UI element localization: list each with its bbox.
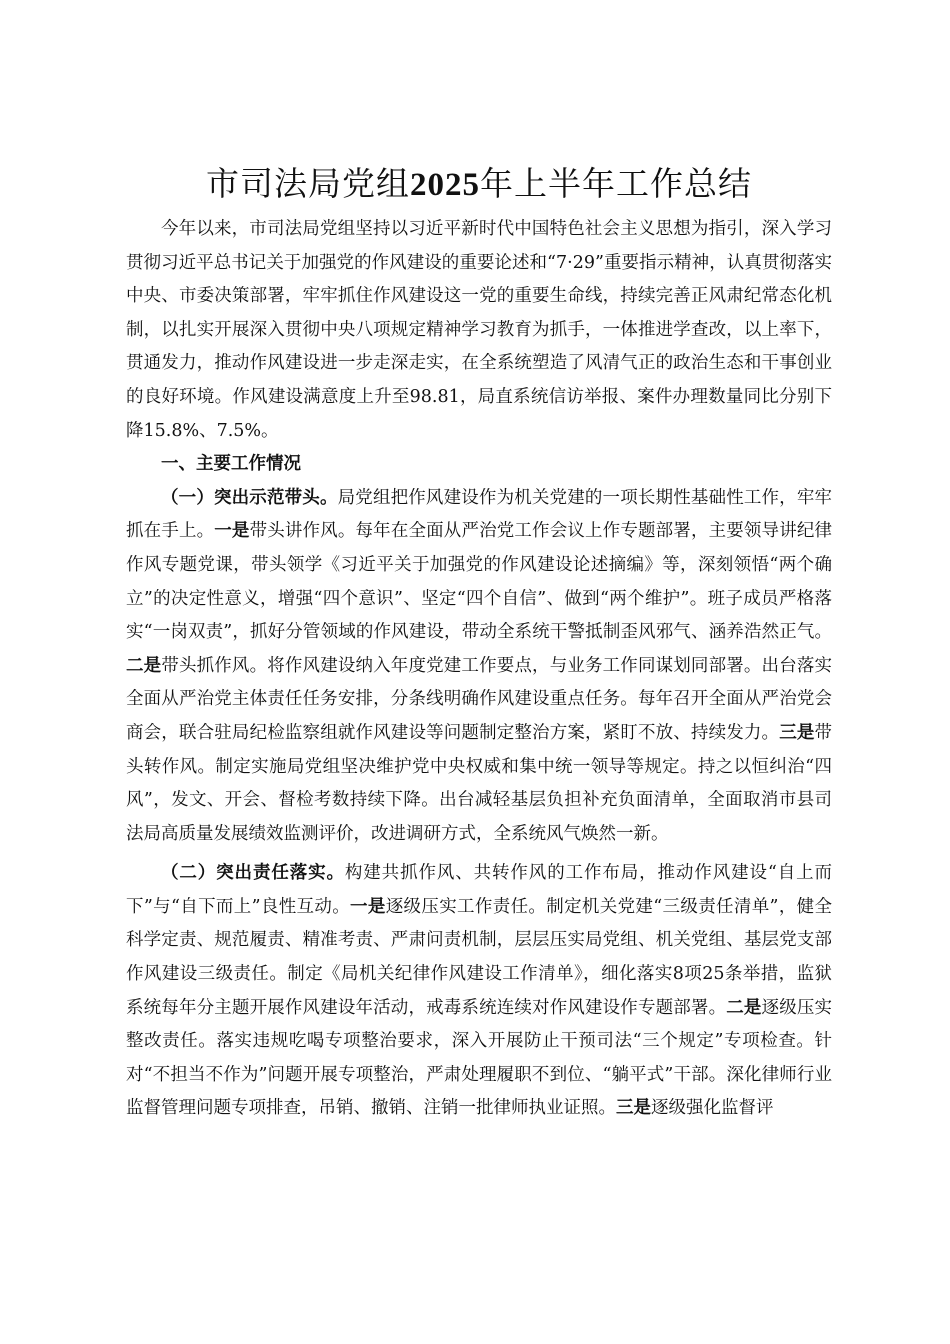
intro-paragraph: 今年以来，市司法局党组坚持以习近平新时代中国特色社会主义思想为指引，深入学习贯彻习近平总书记关于加强党的作风建设的重要论述和“7·29”重要指示精神，认真贯彻落实中央、市委决策部署，牢牢抓住作风建设这一党的重要生命线，持续完善正风肃纪常态化机制，以扎实开展深入贯彻中央八项规定精神学习教育为抓手，一体推进学查改，以上率下，贯通发力，推动作风建设进一步走深走实，在全系统塑造了风清气正的政治生态和干事创业的良好环境。作风建设满意度上升至98.81，局直系统信访举报、案件办理数量同比分别下降15.8%、7.5%。 — [126, 219, 832, 441]
paragraph-text: 局党组把作风建设作为机关党建的一项长期性基础性工作，牢牢抓在手上。 — [126, 487, 833, 542]
paragraph-demonstration — [126, 482, 832, 852]
paragraph-text: 逐级强化监督评 — [651, 1098, 774, 1119]
paragraph-text: 带头转作风。制定实施局党组坚决维护党中央权威和集中统一领导等规定。持之以恒纠治“四风”，发文、开会、督检考数持续下降。出台减轻基层负担补充负面清单，全面取消市县司法局高质量发展绩效监测评价，改进调研方式，全系统风气焕然一新。 — [126, 722, 833, 844]
document-page — [126, 160, 832, 1126]
paragraph-lead-heading: （一）突出示范带头。 — [161, 487, 338, 508]
paragraph-text: 带头抓作风。将作风建设纳入年度党建工作要点，与业务工作同谋划同部署。出台落实全面从严治党主体责任任务安排，分条线明确作风建设重点任务。每年召开全面从严治党会商会，联合驻局纪检监察组就作风建设等问题制定整治方案，紧盯不放、持续发力。 — [126, 655, 833, 743]
paragraph-text: 逐级压实整改责任。落实违规吃喝专项整治要求，深入开展防止干预司法“三个规定”专项检查。针对“不担当不作为”问题开展专项整治，严肃处理履职不到位、“躺平式”干部。深化律师行业监督管理问题专项排查，吊销、撤销、注销一批律师执业证照。 — [126, 997, 833, 1119]
ordinal-marker: 二是 — [126, 655, 162, 676]
title-suffix: 年上半年工作总结 — [480, 164, 752, 203]
ordinal-marker: 三是 — [779, 722, 815, 743]
paragraph-text: 逐级压实工作责任。制定机关党建“三级责任清单”，健全科学定责、规范履责、精准考责、严肃问责机制，层层压实局党组、机关党组、基层党支部作风建设三级责任。制定《局机关纪律作风建设工作清单》，细化落实8项25条举措，监狱系统每年分主题开展作风建设年活动，戒毒系统连续对作风建设作专题部署。 — [126, 896, 832, 1018]
paragraph-text: 带头讲作风。每年在全面从严治党工作会议上作专题部署，主要领导讲纪律作风专题党课，带头领学《习近平关于加强党的作风建设论述摘编》等，深刻领悟“两个确立”的决定性意义，增强“四个意识”、坚定“四个自信”、做到“两个维护”。班子成员严格落实“一岗双责”，抓好分管领域的作风建设，带动全系统干警抵制歪风邪气、涵养浩然正气。 — [126, 521, 833, 643]
paragraph-lead-heading: （二）突出责任落实。 — [161, 863, 345, 884]
title-prefix: 市司法局党组 — [206, 164, 410, 203]
paragraph-text: 构建共抓作风、共转作风的工作布局，推动作风建设“自上而下”与“自下而上”良性互动。 — [126, 863, 832, 917]
ordinal-marker: 二是 — [726, 997, 762, 1018]
ordinal-marker: 一是 — [350, 896, 386, 917]
ordinal-marker: 三是 — [616, 1098, 651, 1119]
document-title — [126, 160, 832, 209]
section-heading-main-work: 一、主要工作情况 — [161, 454, 301, 475]
title-year: 2025 — [410, 167, 480, 203]
paragraph-responsibility — [126, 857, 832, 1126]
ordinal-marker: 一是 — [214, 521, 250, 542]
